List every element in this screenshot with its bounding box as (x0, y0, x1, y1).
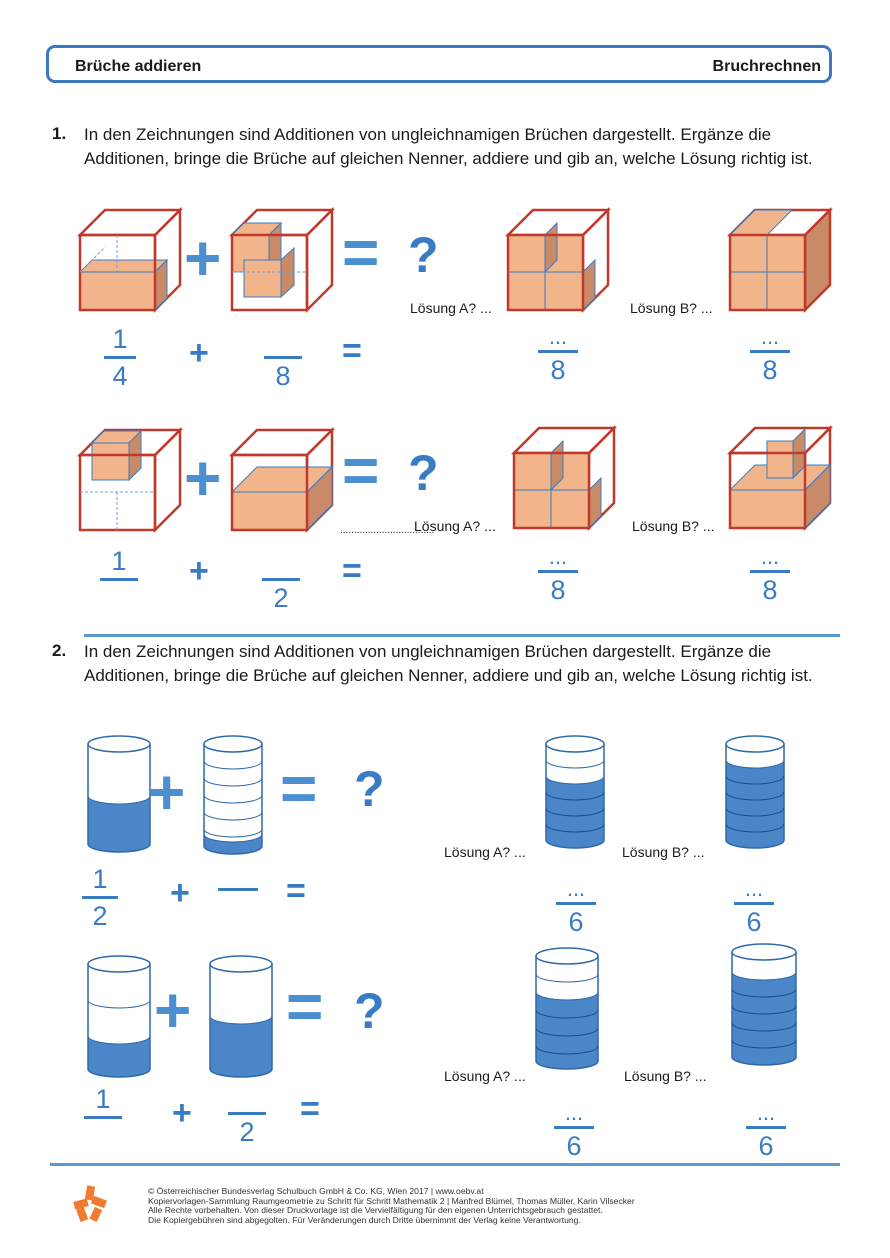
fraction-bar (554, 1126, 594, 1129)
fraction-denominator: 6 (568, 907, 584, 937)
cylinder-half (88, 734, 150, 854)
big-equals-2: = (342, 434, 380, 506)
fraction-denominator: 6 (566, 1131, 582, 1161)
solution-a-label-3: Lösung A? ... (444, 844, 526, 860)
footer-divider (50, 1163, 840, 1166)
solution-b-fraction-4 (746, 1100, 786, 1161)
fraction-bar (104, 356, 136, 359)
big-plus-3: + (148, 756, 186, 828)
fraction-numerator: ... (744, 876, 764, 901)
cylinder-third (88, 954, 150, 1079)
fraction-numerator: 1 (92, 864, 108, 894)
cube-half (232, 430, 332, 530)
fraction-numerator: ... (760, 324, 780, 349)
big-plus-2: + (184, 442, 222, 514)
fraction-6 (218, 856, 258, 923)
footer-line-1: © Österreichischer Bundesverlag Schulbuch GmbH & Co. KG, Wien 2017 | www.oebv.at (148, 1186, 484, 1196)
solution-b-fraction-3 (734, 876, 774, 937)
fraction-numerator: ... (548, 544, 568, 569)
solution-b-label-4: Lösung B? ... (624, 1068, 707, 1084)
cube-solution-a-1 (508, 210, 608, 310)
equals-sign-3: = (286, 872, 306, 910)
big-plus-4: + (154, 974, 192, 1046)
fraction-bar (262, 578, 300, 581)
fraction-denominator: 8 (762, 575, 778, 605)
cylinder-solution-b-2 (732, 942, 796, 1067)
fraction-numerator (262, 546, 300, 576)
cylinder-solution-a-1 (546, 734, 604, 849)
fraction-bar (82, 896, 118, 899)
fraction-numerator: ... (566, 876, 586, 901)
solution-b-label-2: Lösung B? ... (632, 518, 715, 534)
equals-sign-4: = (300, 1090, 320, 1128)
footer-line-3: Alle Rechte vorbehalten. Von dieser Druckvorlage ist die Vervielfältigung für den eigenen Unterrichtsgebrauch gestattet. (148, 1205, 603, 1216)
solution-a-fraction-1 (538, 324, 578, 385)
fraction-bar (218, 888, 258, 891)
fraction-3 (100, 546, 138, 613)
fraction-numerator: ... (548, 324, 568, 349)
answer-dots: .................................. (340, 525, 435, 536)
cylinder-solution-a-2 (536, 946, 598, 1071)
cube-eighth-top (80, 430, 180, 530)
fraction-denominator: 2 (239, 1117, 255, 1147)
solution-a-fraction-4 (554, 1100, 594, 1161)
footer-text (148, 1187, 748, 1225)
big-equals-1: = (342, 216, 380, 288)
fraction-denominator: 6 (758, 1131, 774, 1161)
cylinder-half-2 (210, 954, 272, 1079)
footer-line-2: Kopiervorlagen-Sammlung Raumgeometrie zu Schritt für Schritt Mathematik 2 | Manfred Blümel, Thomas Müller, Karin Vilsecker (148, 1195, 635, 1206)
fraction-denominator: 8 (762, 355, 778, 385)
plus-sign-2: + (189, 552, 209, 590)
solution-a-fraction-3 (556, 876, 596, 937)
fraction-bar (734, 902, 774, 905)
fraction-bar (538, 350, 578, 353)
cube-solution-b-1 (730, 210, 830, 310)
fraction-denominator: 2 (273, 583, 289, 613)
solution-a-label-4: Lösung A? ... (444, 1068, 526, 1084)
fraction-denominator: 6 (746, 907, 762, 937)
fraction-numerator (264, 324, 302, 354)
equals-sign-1: = (342, 332, 362, 370)
fraction-bar (750, 350, 790, 353)
fraction-denominator: 4 (112, 361, 128, 391)
fraction-5 (82, 864, 118, 931)
fraction-bar (538, 570, 578, 573)
solution-a-fraction-2 (538, 544, 578, 605)
cube-solution-a-2 (514, 428, 614, 528)
equals-sign-2: = (342, 552, 362, 590)
divider (84, 634, 840, 637)
task-1-number: 1. (52, 124, 67, 143)
solution-b-fraction-1 (750, 324, 790, 385)
plus-sign-4: + (172, 1094, 192, 1132)
cylinder-sixth (204, 734, 262, 854)
header-box (46, 45, 832, 83)
fraction-7 (84, 1084, 122, 1151)
plus-sign-3: + (170, 874, 190, 912)
fraction-numerator: 1 (95, 1084, 111, 1114)
solution-b-fraction-2 (750, 544, 790, 605)
task-1-text: In den Zeichnungen sind Additionen von ungleichnamigen Brüchen dargestellt. Ergänze die Additionen, bringe die Brüche auf gleichen Nenner, addiere und gib an, welche Lösung richtig ist. (84, 125, 813, 168)
solution-a-label-2: Lösung A? ... (414, 518, 496, 534)
cube-eighth (232, 210, 332, 310)
question-mark-4: ? (354, 983, 385, 1039)
fraction-numerator: 1 (112, 324, 128, 354)
big-plus-1: + (184, 222, 222, 294)
fraction-numerator (228, 1080, 266, 1110)
fraction-bar (556, 902, 596, 905)
footer-line-4: Die Kopiergebühren sind abgegolten. Für Veränderungen durch Dritte übernimmt der Verlag keine Verantwortung. (148, 1214, 581, 1225)
fraction-bar (746, 1126, 786, 1129)
fraction-denominator: 8 (550, 355, 566, 385)
big-equals-3: = (280, 752, 318, 824)
fraction-bar (264, 356, 302, 359)
solution-b-label-3: Lösung B? ... (622, 844, 705, 860)
fraction-bar (84, 1116, 122, 1119)
fraction-denominator (84, 1121, 122, 1151)
plus-sign-1: + (189, 334, 209, 372)
cylinder-solution-b-1 (726, 734, 784, 849)
big-equals-4: = (286, 970, 324, 1042)
page-title: Brüche addieren (75, 58, 202, 75)
fraction-numerator: ... (756, 1100, 776, 1125)
fraction-numerator: ... (564, 1100, 584, 1125)
fraction-denominator (100, 583, 138, 613)
cube-solution-b-2 (730, 428, 830, 528)
fraction-bar (228, 1112, 266, 1115)
task-2-text: In den Zeichnungen sind Additionen von ungleichnamigen Brüchen dargestellt. Ergänze die Additionen, bringe die Brüche auf gleichen Nenner, addiere und gib an, welche Lösung richtig ist. (84, 642, 813, 685)
fraction-8 (228, 1080, 266, 1147)
publisher-logo-icon (72, 1186, 108, 1222)
fraction-denominator: 8 (275, 361, 291, 391)
solution-b-label-1: Lösung B? ... (630, 300, 713, 316)
task-2-number: 2. (52, 641, 67, 660)
fraction-1 (104, 324, 136, 391)
fraction-denominator: 8 (550, 575, 566, 605)
fraction-bar (750, 570, 790, 573)
section-title: Bruchrechnen (712, 58, 821, 75)
fraction-numerator (218, 856, 258, 886)
fraction-denominator (218, 893, 258, 923)
question-mark-3: ? (354, 761, 385, 817)
fraction-bar (100, 578, 138, 581)
fraction-2 (264, 324, 302, 391)
question-mark-2: ? (408, 445, 439, 501)
fraction-4 (262, 546, 300, 613)
cube-quarter (80, 210, 180, 310)
fraction-numerator: ... (760, 544, 780, 569)
solution-a-label-1: Lösung A? ... (410, 300, 492, 316)
question-mark-1: ? (408, 227, 439, 283)
fraction-numerator: 1 (111, 546, 127, 576)
fraction-denominator: 2 (92, 901, 108, 931)
